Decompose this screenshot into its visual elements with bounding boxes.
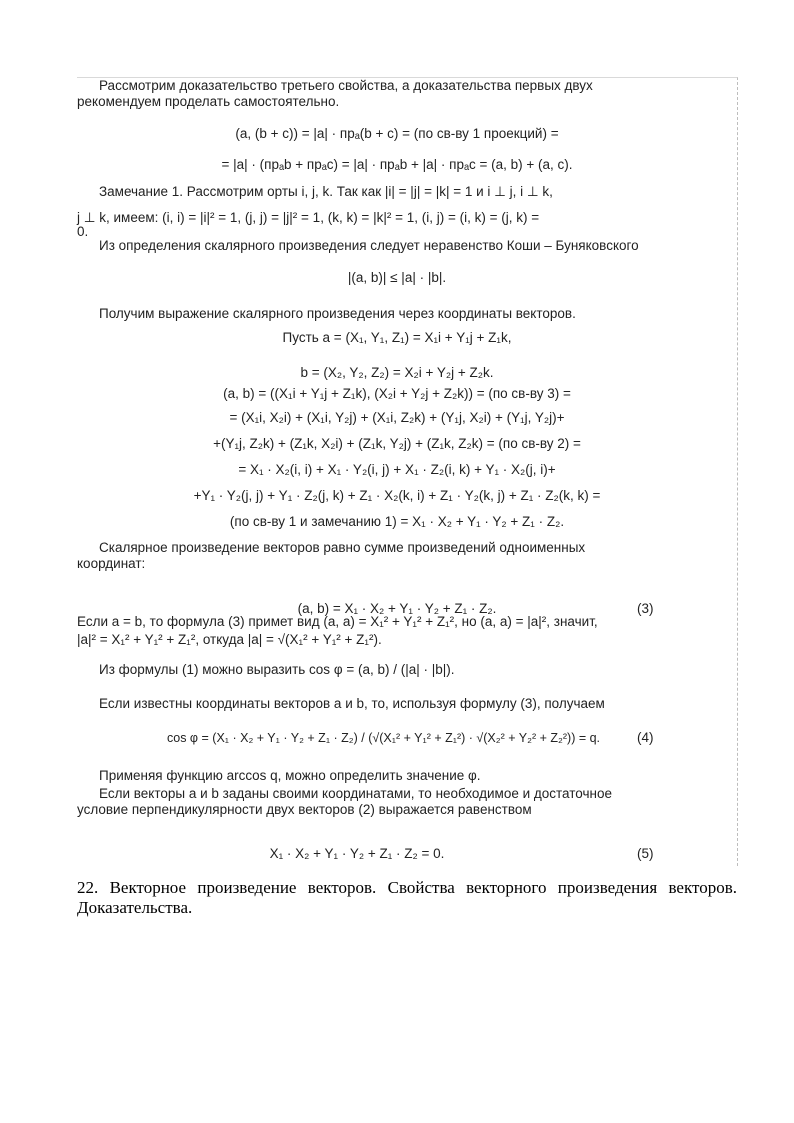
paragraph-line: |a|² = X₁² + Y₁² + Z₁², откуда |a| = √(X₁² + Y₁² + Z₁²). xyxy=(77,632,382,647)
formula-line: (a, b) = X₁ · X₂ + Y₁ · Y₂ + Z₁ · Z₂. xyxy=(297,601,497,616)
formula-line: = |a| · (прₐb + прₐc) = |a| · прₐb + |a| · прₐc = (a, b) + (a, c). xyxy=(221,157,573,172)
paragraph-line: Из формулы (1) можно выразить cos φ = (a, b) / (|a| · |b|). xyxy=(99,662,455,677)
formula-line: (a, b) = ((X₁i + Y₁j + Z₁k), (X₂i + Y₂j + Z₂k)) = (по св-ву 3) = xyxy=(223,386,571,401)
formula-line: X₁ · X₂ + Y₁ · Y₂ + Z₁ · Z₂ = 0. xyxy=(269,846,445,861)
equation-number: (4) xyxy=(637,730,654,745)
paragraph-line: Скалярное произведение векторов равно сумме произведений одноименных xyxy=(99,540,586,555)
equation-number: (3) xyxy=(637,601,654,616)
paragraph-line: рекомендуем проделать самостоятельно. xyxy=(77,94,340,109)
section-heading: 22. Векторное произведение векторов. Свойства векторного произведения векторов. Доказательства. xyxy=(77,878,737,917)
remark-line: 0. xyxy=(77,224,89,239)
paragraph-line: Если векторы a и b заданы своими координатами, то необходимое и достаточное xyxy=(99,786,613,801)
paragraph-line: Получим выражение скалярного произведения через координаты векторов. xyxy=(99,306,576,321)
paragraph-line: условие перпендикулярности двух векторов (2) выражается равенством xyxy=(77,802,532,817)
formula-line: cos φ = (X₁ · X₂ + Y₁ · Y₂ + Z₁ · Z₂) / (√(X₁² + Y₁² + Z₁²) · √(X₂² + Y₂² + Z₂²)) = q. xyxy=(167,731,601,745)
formula-line: Пусть a = (X₁, Y₁, Z₁) = X₁i + Y₁j + Z₁k, xyxy=(282,330,512,345)
paragraph-line: Рассмотрим доказательство третьего свойства, а доказательства первых двух xyxy=(99,78,593,93)
paragraph-line: Если известны координаты векторов a и b, то, используя формулу (3), получаем xyxy=(99,696,605,711)
formula-line: |(a, b)| ≤ |a| · |b|. xyxy=(347,270,447,285)
formula-line: +(Y₁j, Z₂k) + (Z₁k, X₂i) + (Z₁k, Y₂j) + (Z₁k, Z₂k) = (по св-ву 2) = xyxy=(213,436,581,451)
remark-line: j ⊥ k, имеем: (i, i) = |i|² = 1, (j, j) = |j|² = 1, (k, k) = |k|² = 1, (i, j) = (i, k) = (j, k) = xyxy=(77,210,540,225)
paragraph-line: Из определения скалярного произведения следует неравенство Коши – Буняковского xyxy=(99,238,639,253)
equation-number: (5) xyxy=(637,846,654,861)
formula-line: = (X₁i, X₂i) + (X₁i, Y₂j) + (X₁i, Z₂k) + (Y₁j, X₂i) + (Y₁j, Y₂j)+ xyxy=(229,410,565,425)
remark-line: Замечание 1. Рассмотрим орты i, j, k. Так как |i| = |j| = |k| = 1 и i ⊥ j, i ⊥ k, xyxy=(99,184,553,199)
scanned-page-region xyxy=(77,77,738,866)
formula-line: +Y₁ · Y₂(j, j) + Y₁ · Z₂(j, k) + Z₁ · X₂(k, i) + Z₁ · Y₂(k, j) + Z₁ · Z₂(k, k) = xyxy=(193,488,601,503)
formula-line: = X₁ · X₂(i, i) + X₁ · Y₂(i, j) + X₁ · Z₂(i, k) + Y₁ · X₂(j, i)+ xyxy=(238,462,556,477)
paragraph-line: Применяя функцию arccos q, можно определить значение φ. xyxy=(99,768,481,783)
formula-line: b = (X₂, Y₂, Z₂) = X₂i + Y₂j + Z₂k. xyxy=(300,365,494,380)
formula-line: (по св-ву 1 и замечанию 1) = X₁ · X₂ + Y₁ · Y₂ + Z₁ · Z₂. xyxy=(229,514,565,529)
paragraph-line: Если a = b, то формула (3) примет вид (a, a) = X₁² + Y₁² + Z₁², но (a, a) = |a|², значит, xyxy=(77,614,598,629)
formula-line: (a, (b + c)) = |a| · прₐ(b + c) = (по св-ву 1 проекций) = xyxy=(235,126,559,141)
paragraph-line: координат: xyxy=(77,556,146,571)
